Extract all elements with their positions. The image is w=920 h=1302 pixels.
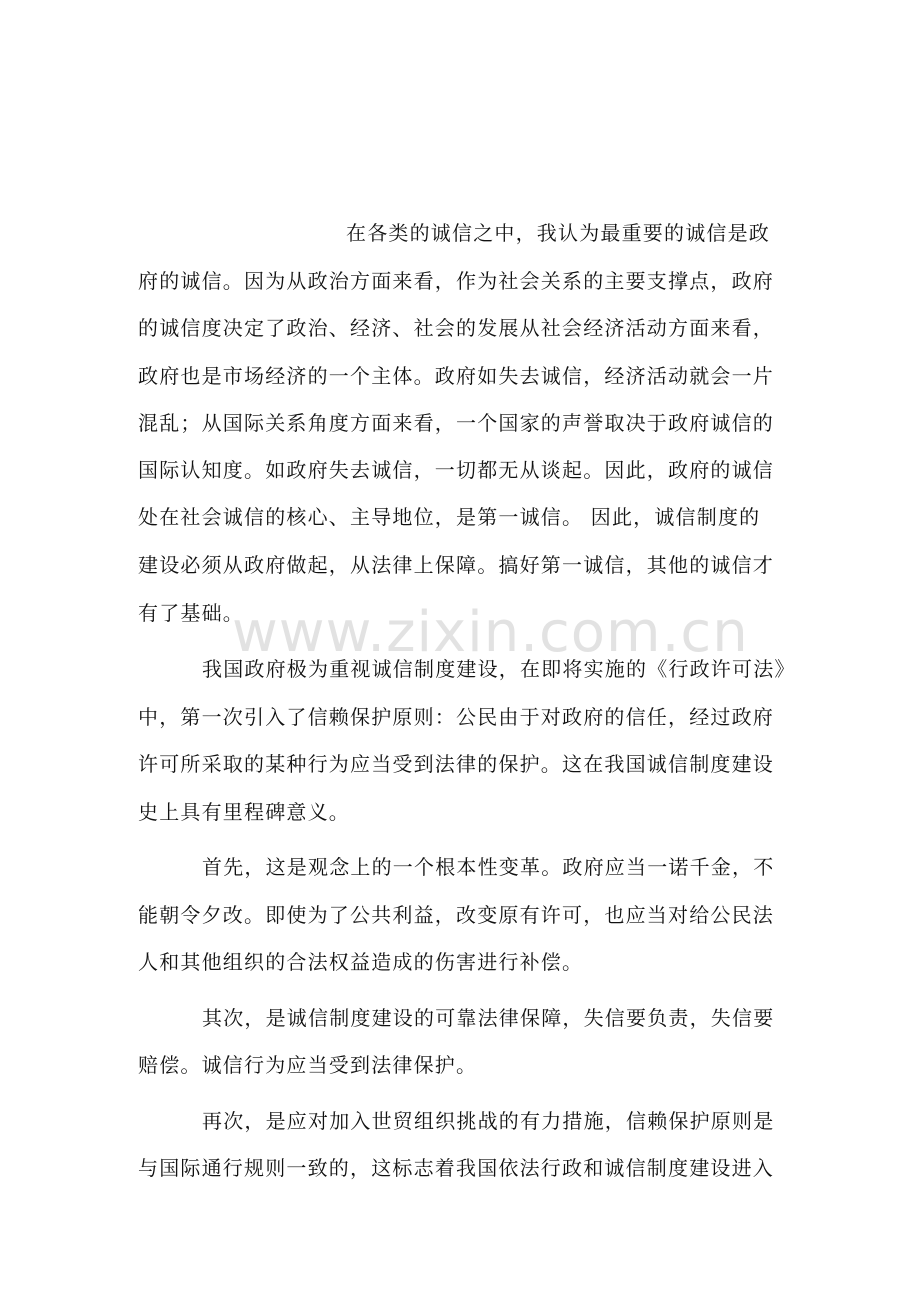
paragraph-1-line-1: 在各类的诚信之中，我认为最重要的诚信是政 xyxy=(346,221,770,245)
paragraph-4-line-2: 赔偿。诚信行为应当受到法律保护。 xyxy=(138,1053,478,1077)
paragraph-1-line-7: 处在社会诚信的核心、主导地位，是第一诚信。 因此，诚信制度的 xyxy=(138,505,761,529)
paragraph-3-line-1: 首先，这是观念上的一个根本性变革。政府应当一诺千金，不 xyxy=(202,855,775,879)
paragraph-1-line-5: 混乱；从国际关系角度方面来看，一个国家的声誉取决于政府诚信的 xyxy=(138,411,774,435)
paragraph-2-line-1: 我国政府极为重视诚信制度建设，在即将实施的《行政许可法》 xyxy=(202,657,796,681)
paragraph-2-line-2: 中，第一次引入了信赖保护原则：公民由于对政府的信任，经过政府 xyxy=(138,705,774,729)
paragraph-1-line-6: 国际认知度。如政府失去诚信，一切都无从谈起。因此，政府的诚信 xyxy=(138,458,774,482)
paragraph-5-line-1: 再次，是应对加入世贸组织挑战的有力措施，信赖保护原则是 xyxy=(202,1109,775,1133)
paragraph-1-line-9: 有了基础。 xyxy=(138,601,244,625)
paragraph-1-line-3: 的诚信度决定了政治、经济、社会的发展从社会经济活动方面来看， xyxy=(138,316,774,340)
paragraph-2-line-3: 许可所采取的某种行为应当受到法律的保护。这在我国诚信制度建设 xyxy=(138,752,774,776)
paragraph-5-line-2: 与国际通行规则一致的，这标志着我国依法行政和诚信制度建设进入 xyxy=(138,1156,774,1180)
paragraph-3-line-2: 能朝令夕改。即使为了公共利益，改变原有许可，也应当对给公民法 xyxy=(138,903,774,927)
paragraph-2-line-4: 史上具有里程碑意义。 xyxy=(138,800,350,824)
paragraph-3-line-3: 人和其他组织的合法权益造成的伤害进行补偿。 xyxy=(138,950,584,974)
paragraph-1-line-8: 建设必须从政府做起，从法律上保障。搞好第一诚信，其他的诚信才 xyxy=(138,553,774,577)
paragraph-4-line-1: 其次，是诚信制度建设的可靠法律保障，失信要负责，失信要 xyxy=(202,1006,775,1030)
watermark: www.zixin.com.cn xyxy=(232,600,749,665)
paragraph-1-line-2: 府的诚信。因为从政治方面来看，作为社会关系的主要支撑点，政府 xyxy=(138,269,774,293)
paragraph-1-line-4: 政府也是市场经济的一个主体。政府如失去诚信，经济活动就会一片 xyxy=(138,364,774,388)
